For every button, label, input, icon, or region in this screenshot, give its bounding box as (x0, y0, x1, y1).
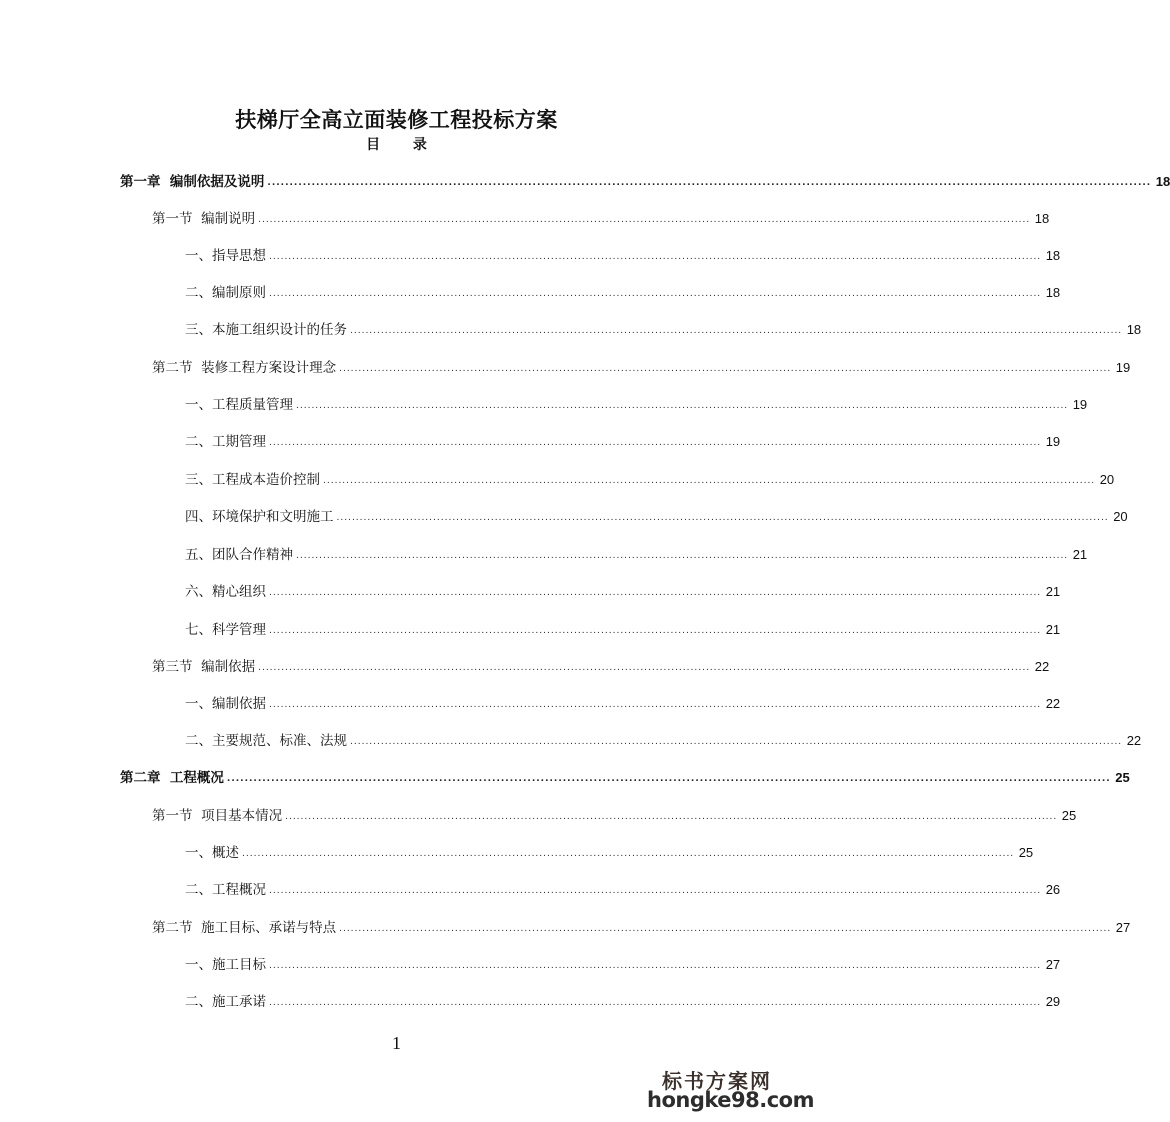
toc-entry[interactable] (185, 877, 1061, 899)
toc-entry-label: 五、团队合作精神 (185, 547, 293, 563)
toc-leader-dots: ........................................................................................................................................................................................................ (339, 364, 1112, 374)
toc-entry-page: 18 (1045, 248, 1061, 263)
toc-entry-page: 25 (1115, 770, 1130, 785)
toc-heading: 目 录 (366, 137, 441, 153)
toc-entry-page: 18 (1155, 174, 1170, 189)
toc-entry-page: 21 (1045, 584, 1061, 599)
toc-entry[interactable] (185, 280, 1061, 302)
toc-entry-page: 21 (1045, 622, 1061, 637)
toc-leader-dots: ........................................................................................................................................................................................................ (285, 812, 1058, 822)
toc-entry-page: 25 (1018, 845, 1034, 860)
toc-entry[interactable] (185, 392, 1088, 414)
toc-entry-page: 21 (1072, 547, 1088, 562)
toc-entry-page: 20 (1113, 509, 1128, 524)
toc-entry-label: 二、工程概况 (185, 882, 266, 898)
toc-leader-dots: ........................................................................................................................................................................................................ (269, 289, 1042, 299)
toc-entry-label: 三、本施工组织设计的任务 (185, 322, 347, 338)
toc-entry-label: 第二节 施工目标、承诺与特点 (152, 920, 337, 936)
toc-entry-label: 第一节 项目基本情况 (152, 808, 283, 824)
toc-entry-label: 第一节 编制说明 (152, 211, 256, 227)
toc-entry-label: 一、概述 (185, 845, 239, 861)
toc-leader-dots: ........................................................................................................................................................................................................ (269, 588, 1042, 598)
toc-entry[interactable] (185, 243, 1061, 265)
toc-entry-page: 18 (1045, 285, 1061, 300)
toc-entry[interactable] (185, 728, 1142, 750)
toc-entry-label: 七、科学管理 (185, 622, 266, 638)
document-title: 扶梯厅全高立面装修工程投标方案 (235, 108, 558, 132)
toc-entry-label: 四、环境保护和文明施工 (185, 509, 334, 525)
toc-entry-label: 第二节 装修工程方案设计理念 (152, 360, 337, 376)
toc-entry-label: 第一章 编制依据及说明 (120, 174, 265, 190)
toc-entry-label: 一、编制依据 (185, 696, 266, 712)
toc-leader-dots: ........................................................................................................................................................................................................ (296, 401, 1069, 411)
toc-entry-page: 22 (1126, 733, 1142, 748)
toc-entry-page: 27 (1045, 957, 1061, 972)
toc-entry-page: 19 (1045, 434, 1061, 449)
toc-entry[interactable] (185, 579, 1061, 601)
toc-entry-page: 26 (1045, 882, 1061, 897)
toc-entry[interactable] (152, 803, 1077, 825)
toc-entry[interactable] (185, 504, 1128, 526)
toc-entry[interactable] (185, 429, 1061, 451)
toc-entry[interactable] (185, 840, 1034, 862)
toc-leader-dots: ........................................................................................................................................................................................................ (226, 774, 1111, 784)
toc-entry-page: 19 (1115, 360, 1131, 375)
toc-entry-page: 18 (1034, 211, 1050, 226)
page-number: 1 (392, 1033, 401, 1053)
toc-entry-label: 第二章 工程概况 (120, 770, 224, 786)
toc-entry[interactable] (185, 467, 1115, 489)
toc-entry[interactable] (152, 654, 1050, 676)
toc-entry-label: 二、工期管理 (185, 434, 266, 450)
toc-leader-dots: ........................................................................................................................................................................................................ (269, 700, 1042, 710)
toc-entry-page: 25 (1061, 808, 1077, 823)
toc-leader-dots: ........................................................................................................................................................................................................ (269, 438, 1042, 448)
watermark-brand: 标书方案网 (662, 1069, 772, 1093)
toc-leader-dots: ........................................................................................................................................................................................................ (258, 215, 1031, 225)
toc-entry[interactable] (185, 989, 1061, 1011)
toc-entry[interactable] (120, 169, 1170, 191)
toc-entry-page: 22 (1045, 696, 1061, 711)
toc-entry[interactable] (185, 691, 1061, 713)
toc-entry-page: 18 (1126, 322, 1142, 337)
toc-leader-dots: ........................................................................................................................................................................................................ (350, 737, 1123, 747)
toc-entry[interactable] (152, 355, 1131, 377)
toc-entry[interactable] (185, 952, 1061, 974)
toc-leader-dots: ........................................................................................................................................................................................................ (267, 178, 1152, 188)
toc-leader-dots: ........................................................................................................................................................................................................ (269, 252, 1042, 262)
watermark-url: hongke98.com (647, 1088, 814, 1112)
toc-leader-dots: ........................................................................................................................................................................................................ (269, 626, 1042, 636)
toc-leader-dots: ........................................................................................................................................................................................................ (350, 326, 1123, 336)
toc-entry-page: 22 (1034, 659, 1050, 674)
toc-entry-page: 19 (1072, 397, 1088, 412)
toc-entry-label: 一、工程质量管理 (185, 397, 293, 413)
toc-entry-label: 二、编制原则 (185, 285, 266, 301)
toc-leader-dots: ........................................................................................................................................................................................................ (258, 663, 1031, 673)
toc-entry-label: 第三节 编制依据 (152, 659, 256, 675)
toc-entry[interactable] (185, 317, 1142, 339)
toc-leader-dots: ........................................................................................................................................................................................................ (296, 551, 1069, 561)
toc-leader-dots: ........................................................................................................................................................................................................ (269, 961, 1042, 971)
toc-entry[interactable] (120, 765, 1130, 787)
toc-entry-page: 27 (1115, 920, 1131, 935)
toc-entry[interactable] (152, 206, 1050, 228)
toc-leader-dots: ........................................................................................................................................................................................................ (242, 849, 1015, 859)
toc-entry-label: 一、指导思想 (185, 248, 266, 264)
toc-entry-page: 20 (1099, 472, 1115, 487)
toc-leader-dots: ........................................................................................................................................................................................................ (269, 998, 1042, 1008)
toc-entry[interactable] (185, 542, 1088, 564)
toc-entry-page: 29 (1045, 994, 1061, 1009)
toc-leader-dots: ........................................................................................................................................................................................................ (336, 513, 1109, 523)
toc-leader-dots: ........................................................................................................................................................................................................ (269, 886, 1042, 896)
toc-entry-label: 二、主要规范、标准、法规 (185, 733, 347, 749)
toc-entry-label: 三、工程成本造价控制 (185, 472, 320, 488)
toc-leader-dots: ........................................................................................................................................................................................................ (339, 924, 1112, 934)
toc-entry[interactable] (152, 915, 1131, 937)
toc-leader-dots: ........................................................................................................................................................................................................ (323, 476, 1096, 486)
toc-entry-label: 六、精心组织 (185, 584, 266, 600)
toc-entry-label: 二、施工承诺 (185, 994, 266, 1010)
toc-entry[interactable] (185, 617, 1061, 639)
toc-entry-label: 一、施工目标 (185, 957, 266, 973)
